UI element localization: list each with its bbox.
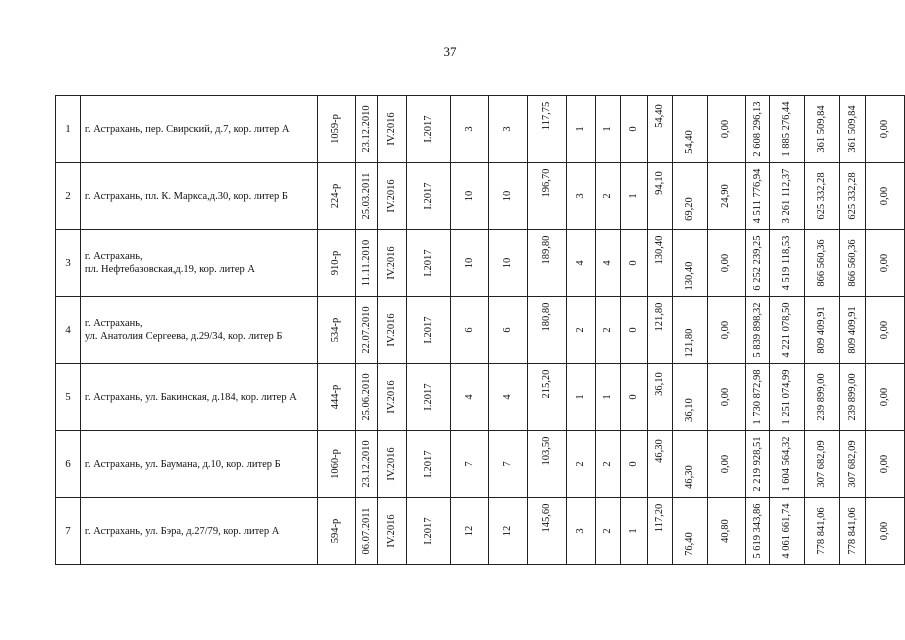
cell-value: IV.2016 [386,112,398,146]
cell-value: 7 [463,461,475,467]
cell-value: 0,00 [879,119,891,139]
cell-value: 23.12.2010 [360,440,372,488]
cell-c4 [596,96,621,163]
cell-plan-quarter [378,163,407,230]
cell-c5 [620,230,647,297]
cell-order-date [356,364,378,431]
cell-value: 215,20 [540,369,552,399]
cell-c1 [450,230,489,297]
cell-value: 25.06.2010 [360,373,372,421]
cell-value: I.2017 [422,517,434,545]
cell-value: 11.11.2010 [360,239,372,287]
cell-value: 534-р [330,317,342,343]
cell-order-date [356,297,378,364]
address-line-1: г. Астрахань, [84,318,143,329]
row-number: 2 [56,163,81,230]
cell-value: 46,30 [683,465,695,489]
cell-s3 [804,297,839,364]
cell-value: 594-р [330,518,342,544]
cell-s5 [866,230,905,297]
cell-a3 [707,364,746,431]
cell-s5 [866,297,905,364]
address-cell [80,230,317,297]
cell-a3 [707,163,746,230]
cell-c1 [450,498,489,565]
row-number: 6 [56,431,81,498]
cell-value: 76,40 [683,532,695,556]
cell-s3 [804,230,839,297]
row-number: 4 [56,297,81,364]
cell-value: 307 682,09 [846,440,858,488]
cell-s2 [769,163,804,230]
cell-s4 [839,364,865,431]
cell-value: 0 [627,461,639,467]
cell-c4 [596,431,621,498]
cell-order-no [317,297,356,364]
cell-area [528,230,567,297]
table-row [56,163,905,230]
address-cell [80,498,317,565]
cell-c1 [450,297,489,364]
cell-value: 444-р [330,384,342,410]
cell-order-no [317,498,356,565]
cell-value: 3 [574,528,586,534]
cell-value: 94,10 [653,170,665,195]
cell-value: 0,00 [879,253,891,273]
cell-value: I.2017 [422,383,434,411]
cell-value: 4 [463,394,475,400]
cell-c5 [620,96,647,163]
cell-a3 [707,96,746,163]
cell-c4 [596,364,621,431]
cell-value: 22.07.2010 [360,306,372,354]
cell-s2 [769,96,804,163]
cell-value: 10 [502,190,514,202]
cell-value: 4 [601,260,613,266]
cell-value: 10 [463,190,475,202]
cell-c2 [489,230,528,297]
cell-s3 [804,364,839,431]
cell-c3 [566,163,595,230]
cell-s3 [804,96,839,163]
cell-order-no [317,96,356,163]
cell-s5 [866,498,905,565]
cell-value: 0,00 [720,119,732,139]
cell-value: 224-р [330,183,342,209]
cell-plan-quarter [378,96,407,163]
cell-s4 [839,498,865,565]
cell-c1 [450,96,489,163]
cell-value: 10 [502,257,514,269]
cell-order-no [317,163,356,230]
cell-value: 5 619 343,86 [751,503,763,559]
cell-value: IV.2016 [386,514,398,548]
cell-value: 180,80 [540,302,552,332]
cell-value: 130,40 [653,235,665,265]
cell-value: 69,20 [683,197,695,221]
cell-value: 1060-р [330,449,342,479]
cell-plan-quarter [378,297,407,364]
cell-order-no [317,230,356,297]
cell-value: 1 [574,126,586,132]
cell-order-date [356,230,378,297]
cell-a2 [672,364,707,431]
cell-value: 0,00 [720,320,732,340]
cell-value: 12 [463,525,475,537]
cell-c3 [566,498,595,565]
cell-area [528,297,567,364]
cell-value: 6 [502,327,514,333]
cell-c5 [620,431,647,498]
cell-value: IV.2016 [386,179,398,213]
cell-value: 0,00 [879,521,891,541]
table-row [56,364,905,431]
cell-plan-term [407,498,450,565]
cell-value: IV.2016 [386,447,398,481]
cell-value: 2 [601,461,613,467]
address-line-1: г. Астрахань, ул. Бэра, д.27/79, кор. литер А [84,525,280,537]
cell-value: 4 511 776,94 [751,168,763,224]
cell-s5 [866,163,905,230]
cell-value: I.2017 [422,316,434,344]
cell-value: 121,80 [653,302,665,332]
cell-s2 [769,230,804,297]
cell-a2 [672,297,707,364]
address-line-2: ул. Анатолия Сергеева, д.29/34, кор. литер Б [84,331,283,342]
row-number: 3 [56,230,81,297]
cell-area [528,498,567,565]
cell-value: 3 [502,126,514,132]
cell-order-date [356,431,378,498]
cell-value: I.2017 [422,115,434,143]
cell-c2 [489,297,528,364]
cell-c3 [566,230,595,297]
cell-c1 [450,163,489,230]
cell-s5 [866,96,905,163]
cell-a1 [648,297,673,364]
cell-value: 40,80 [720,519,732,543]
cell-c2 [489,364,528,431]
cell-value: 361 509,84 [846,105,858,153]
cell-value: 0,00 [720,387,732,407]
cell-value: 0 [627,394,639,400]
cell-area [528,96,567,163]
cell-value: 0 [627,327,639,333]
cell-a1 [648,431,673,498]
cell-value: IV.2016 [386,380,398,414]
cell-value: 1 [627,528,639,534]
row-number: 1 [56,96,81,163]
cell-a1 [648,230,673,297]
address-line-1: г. Астрахань, ул. Баумана, д.10, кор. литер Б [84,458,281,470]
cell-value: 54,40 [683,130,695,154]
cell-area [528,163,567,230]
cell-value: 1 [574,394,586,400]
cell-value: 189,80 [540,235,552,265]
cell-value: 0,00 [879,186,891,206]
cell-s1 [746,297,770,364]
table-row [56,431,905,498]
cell-value: 2 [601,528,613,534]
cell-plan-quarter [378,230,407,297]
cell-order-no [317,364,356,431]
cell-value: 2 219 928,51 [751,436,763,492]
cell-value: 117,20 [653,503,665,533]
cell-plan-term [407,297,450,364]
cell-s1 [746,230,770,297]
cell-value: 2 [601,327,613,333]
cell-value: 866 560,36 [815,239,827,287]
cell-a2 [672,498,707,565]
cell-value: 3 [463,126,475,132]
cell-c2 [489,96,528,163]
page-number: 37 [443,44,457,59]
cell-value: 06.07.2011 [360,507,372,555]
cell-c3 [566,96,595,163]
cell-value: 5 839 898,32 [751,302,763,358]
cell-value: 3 [574,193,586,199]
cell-a3 [707,431,746,498]
cell-order-date [356,498,378,565]
cell-area [528,431,567,498]
cell-value: 4 519 118,53 [780,235,792,291]
cell-value: I.2017 [422,182,434,210]
cell-value: 2 608 296,13 [751,101,763,157]
cell-value: 3 261 112,37 [780,168,792,224]
row-number: 7 [56,498,81,565]
cell-value: 54,40 [653,103,665,128]
cell-value: 121,80 [683,328,695,358]
address-cell [80,297,317,364]
cell-c3 [566,364,595,431]
table-body [56,96,905,565]
cell-value: 4 [502,394,514,400]
cell-plan-quarter [378,364,407,431]
cell-c4 [596,163,621,230]
cell-s4 [839,297,865,364]
cell-a1 [648,498,673,565]
cell-plan-term [407,431,450,498]
cell-value: 2 [574,327,586,333]
cell-value: 0,00 [720,253,732,273]
cell-value: I.2017 [422,249,434,277]
address-line-2: пл. Нефтебазовская,д.19, кор. литер А [84,264,255,275]
cell-c2 [489,163,528,230]
address-cell [80,364,317,431]
cell-value: 24,90 [720,184,732,208]
cell-c2 [489,498,528,565]
cell-a2 [672,230,707,297]
cell-value: 0,00 [720,454,732,474]
cell-value: 25.03.2011 [360,172,372,220]
cell-c1 [450,364,489,431]
cell-value: 145,60 [540,503,552,533]
cell-plan-term [407,96,450,163]
cell-value: 866 560,36 [846,239,858,287]
cell-a3 [707,498,746,565]
cell-a1 [648,96,673,163]
cell-value: 23.12.2010 [360,105,372,153]
cell-s2 [769,498,804,565]
cell-value: 4 061 661,74 [780,503,792,559]
cell-value: 0,00 [879,454,891,474]
cell-s5 [866,364,905,431]
row-number: 5 [56,364,81,431]
cell-c4 [596,297,621,364]
cell-value: 1059-р [330,114,342,144]
cell-value: 1 [627,193,639,199]
cell-c1 [450,431,489,498]
cell-s3 [804,498,839,565]
cell-value: 7 [502,461,514,467]
cell-s4 [839,163,865,230]
address-line-1: г. Астрахань, пер. Свирский, д.7, кор. литер А [84,123,290,135]
cell-value: 0,00 [879,387,891,407]
cell-value: 307 682,09 [815,440,827,488]
cell-value: 361 509,84 [815,105,827,153]
cell-value: I.2017 [422,450,434,478]
cell-value: 1 251 074,99 [780,369,792,425]
cell-value: 239 899,00 [815,373,827,421]
address-line-1: г. Астрахань, пл. К. Маркса,д.30, кор. литер Б [84,190,288,202]
cell-value: 117,75 [540,101,552,131]
address-cell [80,163,317,230]
cell-value: 1 730 872,98 [751,369,763,425]
cell-value: 4 [574,260,586,266]
cell-order-no [317,431,356,498]
cell-s1 [746,96,770,163]
cell-s1 [746,364,770,431]
cell-plan-term [407,163,450,230]
table-row [56,498,905,565]
cell-plan-term [407,230,450,297]
address-cell [80,431,317,498]
cell-s3 [804,163,839,230]
cell-value: 778 841,06 [846,507,858,555]
cell-value: 196,70 [540,168,552,198]
cell-value: 0 [627,260,639,266]
table-row [56,230,905,297]
cell-plan-term [407,364,450,431]
cell-c5 [620,297,647,364]
cell-s2 [769,431,804,498]
address-line-1: г. Астрахань, [84,251,143,262]
cell-value: 2 [574,461,586,467]
cell-a2 [672,163,707,230]
cell-value: 239 899,00 [846,373,858,421]
cell-order-date [356,163,378,230]
table-row [56,297,905,364]
cell-a2 [672,96,707,163]
table-row [56,96,905,163]
cell-value: IV.2016 [386,246,398,280]
cell-s1 [746,163,770,230]
cell-c3 [566,431,595,498]
cell-s3 [804,431,839,498]
cell-s1 [746,498,770,565]
housing-table [55,95,905,565]
cell-c5 [620,364,647,431]
cell-value: 6 252 239,25 [751,235,763,291]
cell-value: 625 332,28 [815,172,827,220]
cell-plan-quarter [378,431,407,498]
cell-s4 [839,96,865,163]
cell-a1 [648,364,673,431]
cell-c5 [620,498,647,565]
cell-value: 1 604 564,32 [780,436,792,492]
cell-value: 809 409,91 [815,306,827,354]
cell-value: 625 332,28 [846,172,858,220]
cell-value: 910-р [330,250,342,276]
cell-value: 36,10 [653,371,665,396]
cell-value: 12 [502,525,514,537]
cell-value: 2 [601,193,613,199]
address-line-1: г. Астрахань, ул. Бакинская, д.184, кор. литер А [84,391,297,403]
cell-value: 130,40 [683,261,695,291]
cell-value: 103,50 [540,436,552,466]
cell-s1 [746,431,770,498]
cell-a1 [648,163,673,230]
cell-c3 [566,297,595,364]
cell-value: 809 409,91 [846,306,858,354]
cell-value: 36,10 [683,398,695,422]
cell-value: 0 [627,126,639,132]
cell-value: 0,00 [879,320,891,340]
cell-value: 778 841,06 [815,507,827,555]
cell-value: 1 [601,394,613,400]
cell-s4 [839,230,865,297]
cell-s2 [769,364,804,431]
cell-value: 1 885 276,44 [780,101,792,157]
cell-c2 [489,431,528,498]
cell-area [528,364,567,431]
cell-s2 [769,297,804,364]
cell-a3 [707,297,746,364]
cell-value: 46,30 [653,438,665,463]
cell-value: IV.2016 [386,313,398,347]
cell-c4 [596,498,621,565]
cell-a2 [672,431,707,498]
cell-plan-quarter [378,498,407,565]
cell-s4 [839,431,865,498]
cell-c4 [596,230,621,297]
cell-a3 [707,230,746,297]
address-cell [80,96,317,163]
cell-value: 1 [601,126,613,132]
cell-order-date [356,96,378,163]
cell-value: 4 221 078,50 [780,302,792,358]
cell-c5 [620,163,647,230]
cell-value: 10 [463,257,475,269]
cell-value: 6 [463,327,475,333]
cell-s5 [866,431,905,498]
